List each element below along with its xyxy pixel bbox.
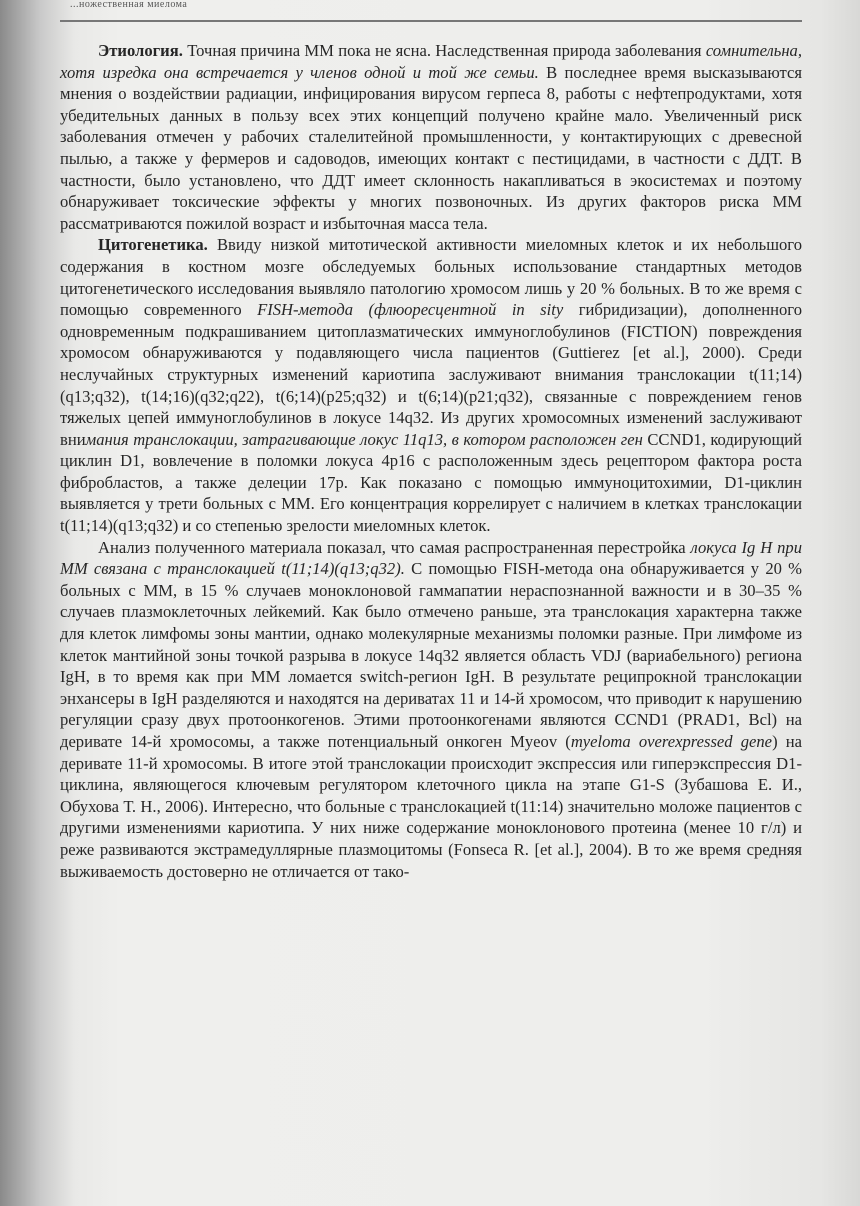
paragraph-etiology (60, 40, 802, 234)
text-span-italic: FISH-метода (флюоресцентной (257, 300, 512, 320)
text-span: гибридизации), дополненного одновременным подкрашиванием цитоплазматических иммуноглобулинов (FICTION) повреждения хромосом обнаруживаются у подавляющего числа пациентов (Guttierez [et al.], 2000). Среди неслучайных структурных изменений кариотипа заслуживают внимания транслокации t(11;14)(q13;q32), t(14;16)(q32;q22), t(6;14)(p25;q32) и t(6;14)(p21;q32), связанные с повреждением генов тяжелых цепей иммуноглобулинов в локусе 14q32. Из других хромосомных изменений заслуживают вни (60, 300, 802, 449)
text-span: Ввиду низкой митотической активности миеломных клеток и их небольшого содержания в костном мозге обследуемых больных использование стандартных методов цитогенетического исследования выявляло патологию хромосом лишь у 20 % больных. В то же время с помощью современного (60, 235, 802, 320)
running-head: ...ножественная миелома (70, 0, 188, 10)
text-span: ) на деривате 11-й хромосомы. В итоге этой транслокации происходит экспрессия или гиперэкспрессия D1-циклина, являющегося ключевым регулятором клеточного цикла на этапе G1-S (Зубашова Е. И., Обухова Т. Н., 2006). Интересно, что больные с транслокацией t(11:14) значительно моложе пациентов с другими изменениями кариотипа. У них ниже содержание моноклонового протеина (менее 10 г/л) и реже развиваются экстрамедуллярные плазмоцитомы (Fonseca R. [et al.], 2004). В то же время средняя выживаемость достоверно не отличается от тако- (60, 732, 802, 881)
text-span-italic: локуса Ig H при ММ связана с транслокацией t(11;14)(q13;q32). (60, 537, 802, 579)
paragraph-lead: Этиология. (98, 41, 183, 60)
text-span: Анализ полученного материала показал, что самая распространенная перестройка (98, 537, 691, 557)
text-span: Точная причина ММ пока не ясна. Наследственная природа заболевания (182, 41, 706, 60)
body-text (60, 40, 802, 882)
text-span: С помощью FISH-метода она обнаруживается у 20 % больных с ММ, в 15 % случаев моноклоновой гаммапатии нераспознанной важности и в 30–35 % случаев плазмоклеточных лейкемий. Как было отмечено раньше, эта транслокация характерна также для клеток лимфомы зоны мантии, однако молекулярные механизмы поломки разные. При лимфоме из клеток мантийной зоны точкой разрыва в локусе 14q32 является область VDJ (вариабельного) региона IgH, в то время как при ММ ломается switch-регион IgH. В результате реципрокной транслокации энхансеры в IgH разделяются и находятся на дериватах 11 и 14-й хромосом, что приводит к нарушению регуляции сразу двух протоонкогенов. Этими протоонкогенами являются CCND1 (PRAD1, Bcl) на деривате 14-й хромосомы, а также потенциальный онкоген Myeov ( (60, 559, 802, 751)
text-span: CCND1, кодирующий циклин D1, вовлечение в поломки локуса 4p16 с расположенным здесь рецептором фактора роста фибробластов, а также делеции 17р. Как показано с помощью иммуноцитохимии, D1-циклин выявляется у трети больных с ММ. Его концентрация коррелирует с наличием в клетках транслокации t(11;14)(q13;q32) и со степенью зрелости миеломных клеток. (60, 429, 802, 536)
text-span-italic: myeloma overexpressed gene (570, 732, 773, 751)
text-span-italic: in sity (511, 300, 564, 320)
header-rule (60, 20, 802, 22)
text-span-italic: сомнительна, хотя изредка она встречается у членов одной и той же семьи. (60, 41, 802, 82)
paragraph-analysis (60, 537, 802, 883)
paragraph-cytogenetics (60, 234, 802, 536)
paragraph-lead: Цитогенетика. (98, 235, 208, 255)
text-span-italic: мания транслокации, затрагивающие локус 11q13, в котором расположен ген (85, 429, 643, 449)
text-span: В последнее время высказываются мнения о воздействии радиации, инфицирования вирусом герпеса 8, работы с нефтепродуктами, хотя убедительных данных в пользу всех этих концепций получено крайне мало. Увеличенный риск заболевания отмечен у рабочих сталелитейной промышленности, у контактирующих с древесной пылью, а также у фермеров и садоводов, имеющих контакт с пестицидами, в частности с ДДТ. В частности, было установлено, что ДДТ имеет склонность накапливаться в экосистемах и поэтому обнаруживает токсические эффекты у многих позвоночных. Из других факторов риска ММ рассматриваются пожилой возраст и избыточная масса тела. (60, 62, 802, 233)
